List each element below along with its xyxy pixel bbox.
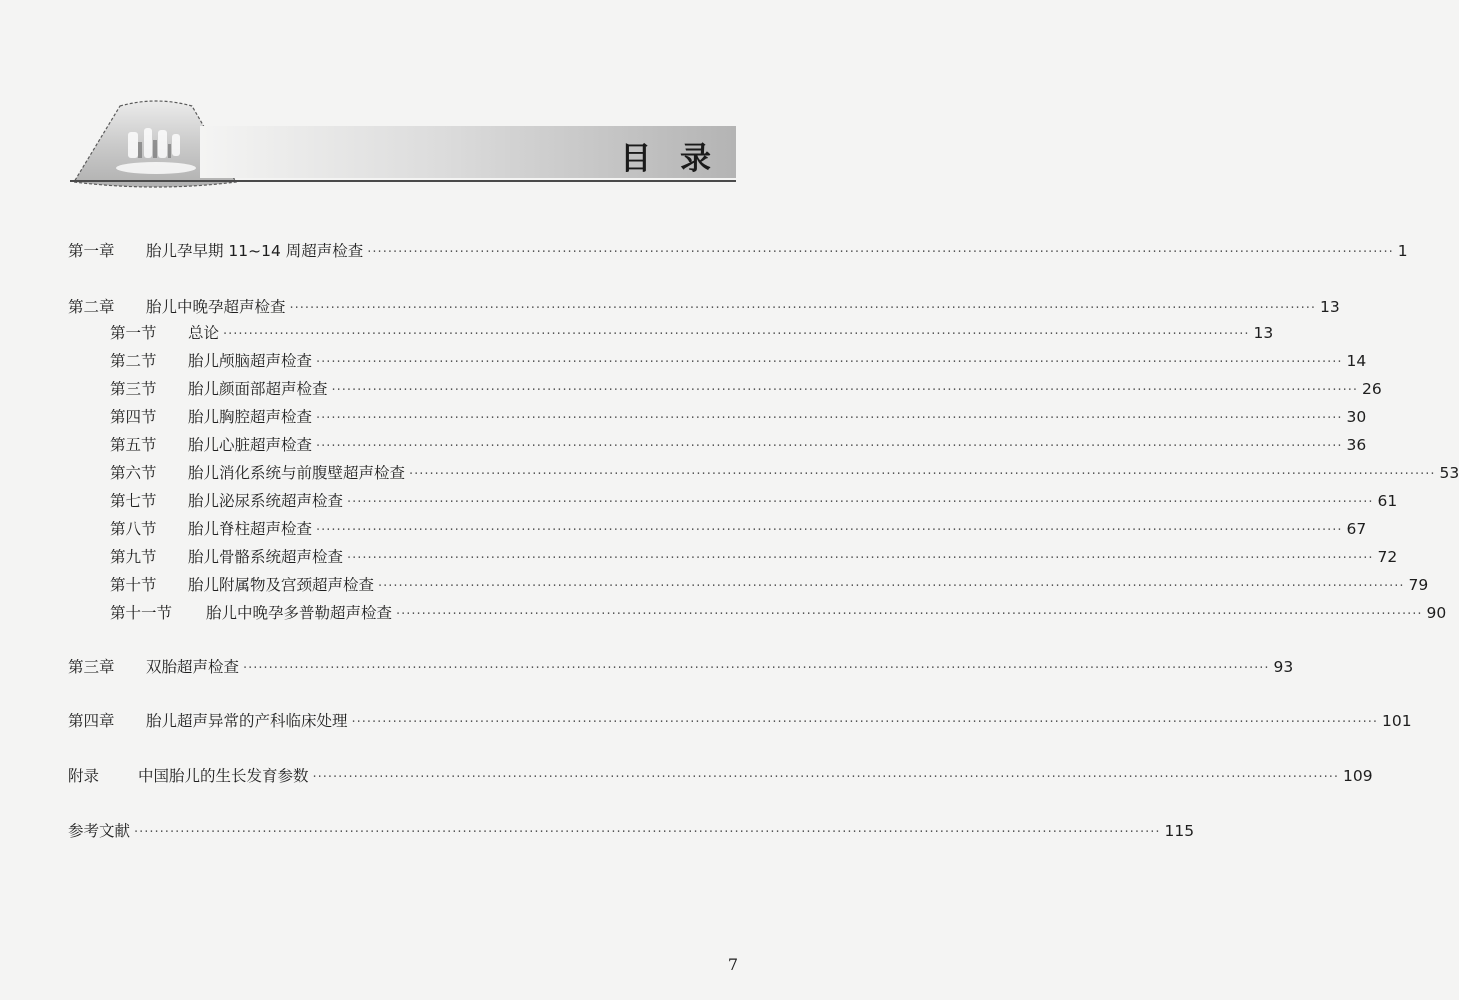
toc-entry-title: 胎儿骨骼系统超声检查 (188, 548, 344, 566)
toc-entry-title: 参考文献 (68, 822, 131, 840)
page-number: 7 (727, 955, 738, 974)
toc-section-entry[interactable] (110, 574, 1429, 598)
dot-leader: ········································································································································································································ (316, 523, 1343, 538)
toc-entry-label: 第十节 (110, 576, 157, 594)
toc-entry-title: 胎儿胸腔超声检查 (188, 408, 313, 426)
toc-entry-title: 胎儿泌尿系统超声检查 (188, 492, 344, 510)
toc-entry-label: 第六节 (110, 464, 157, 482)
toc-entry-title: 胎儿中晚孕超声检查 (146, 298, 286, 316)
toc-entry-title: 胎儿消化系统与前腹壁超声检查 (188, 464, 406, 482)
toc-entry-page: 61 (1377, 492, 1398, 510)
toc-entry-page: 90 (1426, 604, 1447, 622)
toc-entry-title: 中国胎儿的生长发育参数 (138, 767, 309, 785)
toc-entry-page: 26 (1361, 380, 1382, 398)
toc-chapter-entry[interactable] (68, 820, 1195, 844)
toc-entry-title: 胎儿孕早期 11~14 周超声检查 (146, 242, 364, 260)
toc-entry-label: 第九节 (110, 548, 157, 566)
toc-entry-title: 胎儿中晚孕多普勒超声检查 (206, 604, 393, 622)
toc-entry-label: 第三章 (68, 658, 115, 676)
dot-leader: ········································································································································································································ (316, 411, 1343, 426)
toc-section-entry[interactable] (110, 602, 1447, 626)
toc-entry-label: 第二节 (110, 352, 157, 370)
toc-entry-label: 附录 (68, 767, 100, 785)
toc-section-entry[interactable] (110, 322, 1274, 346)
toc-section-entry[interactable] (110, 462, 1459, 486)
toc-section-entry[interactable] (110, 378, 1382, 402)
dot-leader: ········································································································································································································ (396, 607, 1423, 622)
toc-entry-page: 14 (1346, 352, 1367, 370)
toc-entry-page: 115 (1164, 822, 1195, 840)
toc-section-entry[interactable] (110, 546, 1398, 570)
toc-entry-page: 13 (1253, 324, 1274, 342)
toc-entry-title: 胎儿附属物及宫颈超声检查 (188, 576, 375, 594)
toc-entry-title: 胎儿脊柱超声检查 (188, 520, 313, 538)
toc-entry-label: 第七节 (110, 492, 157, 510)
toc-section-entry[interactable] (110, 406, 1367, 430)
dot-leader: ········································································································································································································ (347, 551, 1374, 566)
toc-entry-label: 第八节 (110, 520, 157, 538)
dot-leader: ········································································································································································································ (351, 715, 1378, 730)
toc-entry-page: 72 (1377, 548, 1398, 566)
toc-chapter-entry[interactable] (68, 240, 1408, 264)
toc-chapter-entry[interactable] (68, 765, 1373, 789)
toc-entry-title: 胎儿心脏超声检查 (188, 436, 313, 454)
toc-entry-label: 第一章 (68, 242, 115, 260)
dot-leader: ········································································································································································································ (378, 579, 1405, 594)
dot-leader: ········································································································································································································ (316, 355, 1343, 370)
toc-entry-title: 双胎超声检查 (146, 658, 240, 676)
dot-leader: ········································································································································································································ (367, 245, 1394, 260)
dot-leader: ········································································································································································································ (289, 301, 1316, 316)
toc-entry-label: 第十一节 (110, 604, 173, 622)
toc-entry-page: 93 (1273, 658, 1294, 676)
toc-section-entry[interactable] (110, 434, 1367, 458)
toc-chapter-entry[interactable] (68, 656, 1294, 680)
toc-entry-title: 胎儿颜面部超声检查 (188, 380, 328, 398)
toc-entry-title: 胎儿超声异常的产科临床处理 (146, 712, 348, 730)
toc-entry-page: 53 (1439, 464, 1459, 482)
page-title: 目 录 (620, 141, 720, 177)
toc-entry-label: 第二章 (68, 298, 115, 316)
toc-entry-page: 79 (1408, 576, 1429, 594)
toc-entry-label: 第四章 (68, 712, 115, 730)
toc-section-entry[interactable] (110, 518, 1367, 542)
toc-chapter-entry[interactable] (68, 296, 1340, 320)
toc-entry-label: 第五节 (110, 436, 157, 454)
dot-leader: ········································································································································································································ (347, 495, 1374, 510)
toc-entry-page: 109 (1342, 767, 1373, 785)
dot-leader: ········································································································································································································ (316, 439, 1343, 454)
toc-entry-page: 30 (1346, 408, 1367, 426)
dot-leader: ········································································································································································································ (134, 825, 1161, 840)
dot-leader: ········································································································································································································ (409, 467, 1436, 482)
toc-entry-title: 胎儿颅脑超声检查 (188, 352, 313, 370)
toc-entry-label: 第一节 (110, 324, 157, 342)
toc-chapter-entry[interactable] (68, 710, 1412, 734)
toc-entry-page: 101 (1381, 712, 1412, 730)
toc-entry-title: 总论 (188, 324, 220, 342)
toc-entry-page: 67 (1346, 520, 1367, 538)
dot-leader: ········································································································································································································ (331, 383, 1358, 398)
toc-entry-label: 第三节 (110, 380, 157, 398)
toc-entry-page: 1 (1397, 242, 1408, 260)
toc-entry-label: 第四节 (110, 408, 157, 426)
dot-leader: ········································································································································································································ (312, 770, 1339, 785)
toc-entry-page: 36 (1346, 436, 1367, 454)
dot-leader: ········································································································································································································ (243, 661, 1270, 676)
toc-section-entry[interactable] (110, 350, 1367, 374)
toc-entry-page: 13 (1319, 298, 1340, 316)
dot-leader: ········································································································································································································ (223, 327, 1250, 342)
toc-section-entry[interactable] (110, 490, 1398, 514)
